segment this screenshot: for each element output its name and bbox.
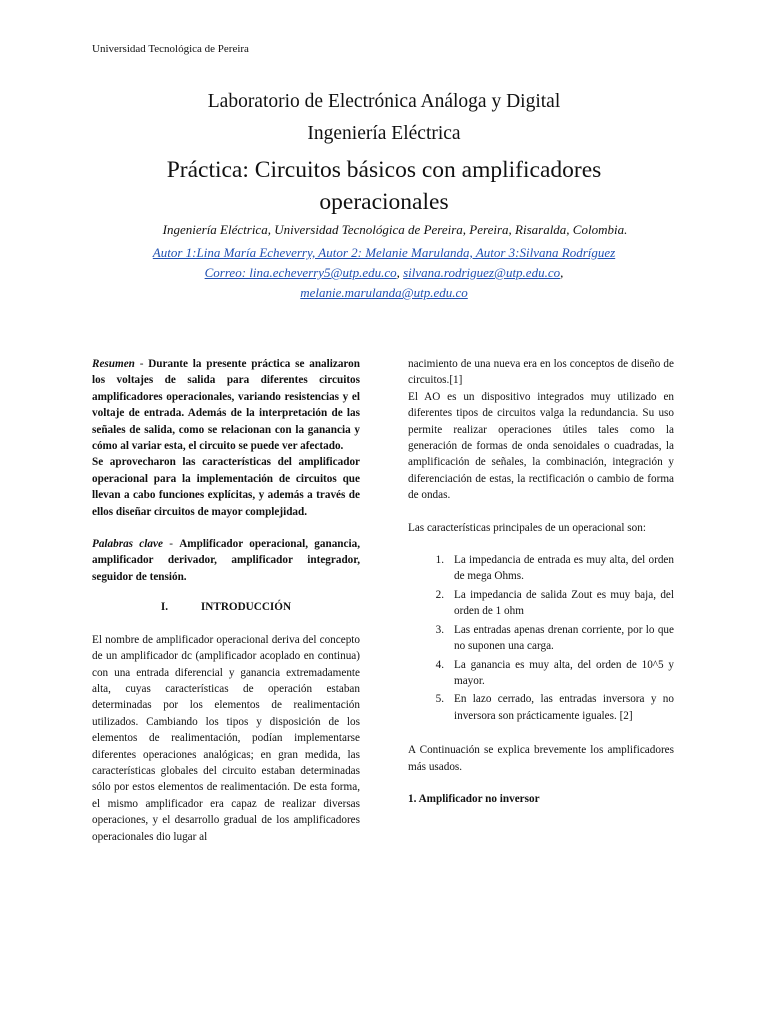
features-list xyxy=(408,552,674,724)
abstract-text-2: Se aprovecharon las características del amplificador operacional para la implementación de circuitos que llevan a cabo funciones explícitas, y además a través de ellos diseñar circuitos de mayor complejidad. xyxy=(92,456,360,518)
email-separator: , xyxy=(560,265,564,280)
abstract-text-1: Durante la presente práctica se analizaron los voltajes de salida para diferentes circuitos amplificadores operacionales, variando resistencias y el voltaje de entrada. Además de la interpretación de las señales de salida, como se relacionan con la ganancia y cómo al variar esta, el circuito se puede ver afectado. xyxy=(92,358,360,453)
continuation-paragraph: A Continuación se explica brevemente los amplificadores más usados. xyxy=(408,744,674,773)
subsection-heading: 1. Amplificador no inversor xyxy=(408,792,540,805)
abstract-label: Resumen xyxy=(92,358,135,370)
email-link-1[interactable]: Correo: lina.echeverry5@utp.edu.co xyxy=(204,265,397,280)
program-title: Ingeniería Eléctrica xyxy=(307,123,461,144)
authors-block xyxy=(0,243,768,303)
practice-title-line1: Práctica: Circuitos básicos con amplificadores xyxy=(166,157,602,183)
features-intro: Las características principales de un operacional son: xyxy=(408,521,646,534)
intro-continuation: nacimiento de una nueva era en los conceptos de diseño de circuitos.[1] xyxy=(408,358,674,387)
left-column xyxy=(92,356,360,845)
ao-paragraph: El AO es un dispositivo integrados muy utilizado en diferentes tipos de circuitos valga la redundancia. Su uso permite realizar operaciones útiles tales como la generación de formas de onda senoidales o cuadradas, la amplificación de señales, la combinación, integración y diferenciación de estas, la rectificación o cambio de forma de ondas. xyxy=(408,390,674,502)
right-column xyxy=(408,356,674,807)
practice-title-line2: operacionales xyxy=(319,189,449,215)
list-item: 3. Las entradas apenas drenan corriente, por lo que no suponen una carga. xyxy=(435,623,674,653)
keywords-paragraph: Palabras clave - Amplificador operacional, ganancia, amplificador derivador, amplificador integrador, seguidor de tensión. xyxy=(92,538,360,583)
email-separator: , xyxy=(396,265,404,280)
section-title: INTRODUCCIÓN xyxy=(200,601,292,614)
running-header: Universidad Tecnológica de Pereira xyxy=(92,43,249,55)
authors-line[interactable]: Autor 1:Lina María Echeverry, Autor 2: Melanie Marulanda, Autor 3:Silvana Rodríguez xyxy=(152,245,616,260)
affiliation: Ingeniería Eléctrica, Universidad Tecnológica de Pereira, Pereira, Risaralda, Colombia. xyxy=(162,222,628,237)
lab-title: Laboratorio de Electrónica Análoga y Digital xyxy=(207,91,561,112)
list-item: 4. La ganancia es muy alta, del orden de 10^5 y mayor. xyxy=(435,658,674,687)
email-link-2[interactable]: silvana.rodriguez@utp.edu.co xyxy=(403,265,561,280)
list-item: 5. En lazo cerrado, las entradas inversora y no inversora son prácticamente iguales. [2] xyxy=(435,693,674,722)
email-link-3[interactable]: melanie.marulanda@utp.edu.co xyxy=(300,285,468,300)
list-item: 2. La impedancia de salida Zout es muy baja, del orden de 1 ohm xyxy=(435,588,674,618)
list-item: 1. La impedancia de entrada es muy alta, del orden de mega Ohms. xyxy=(435,554,674,583)
abstract-paragraph: Resumen - Durante la presente práctica se analizaron los voltajes de salida para diferentes circuitos amplificadores operacionales, variando resistencias y el voltaje de entrada. Además de la interpretación de las señales de salida, como se relacionan con la ganancia y cómo al variar esta, el circuito se puede ver afectado. xyxy=(92,358,360,453)
keywords-label: Palabras clave xyxy=(92,538,163,551)
title-block xyxy=(0,88,768,218)
intro-paragraph: El nombre de amplificador operacional deriva del concepto de un amplificador dc (amplificador acoplado en continua) con una entrada diferencial y ganancia extremadamente alta, cuyas características de operación estaban determinadas por los elementos de realimentación utilizados. Cambiando los tipos y disposición de los elementos de realimentación, podían implementarse diferentes operaciones analógicas; en gran medida, las características globales del circuito estaban determinadas sólo por estos elementos de realimentación. De esta forma, el mismo amplificador era capaz de realizar diversas operaciones, y el desarrollo gradual de los amplificadores operacionales dio lugar al xyxy=(92,633,360,843)
section-number: I. xyxy=(160,601,169,614)
keywords-text: Amplificador operacional, ganancia, amplificador derivador, amplificador integrador, seguidor de tensión. xyxy=(92,538,360,583)
section-heading xyxy=(92,599,360,615)
